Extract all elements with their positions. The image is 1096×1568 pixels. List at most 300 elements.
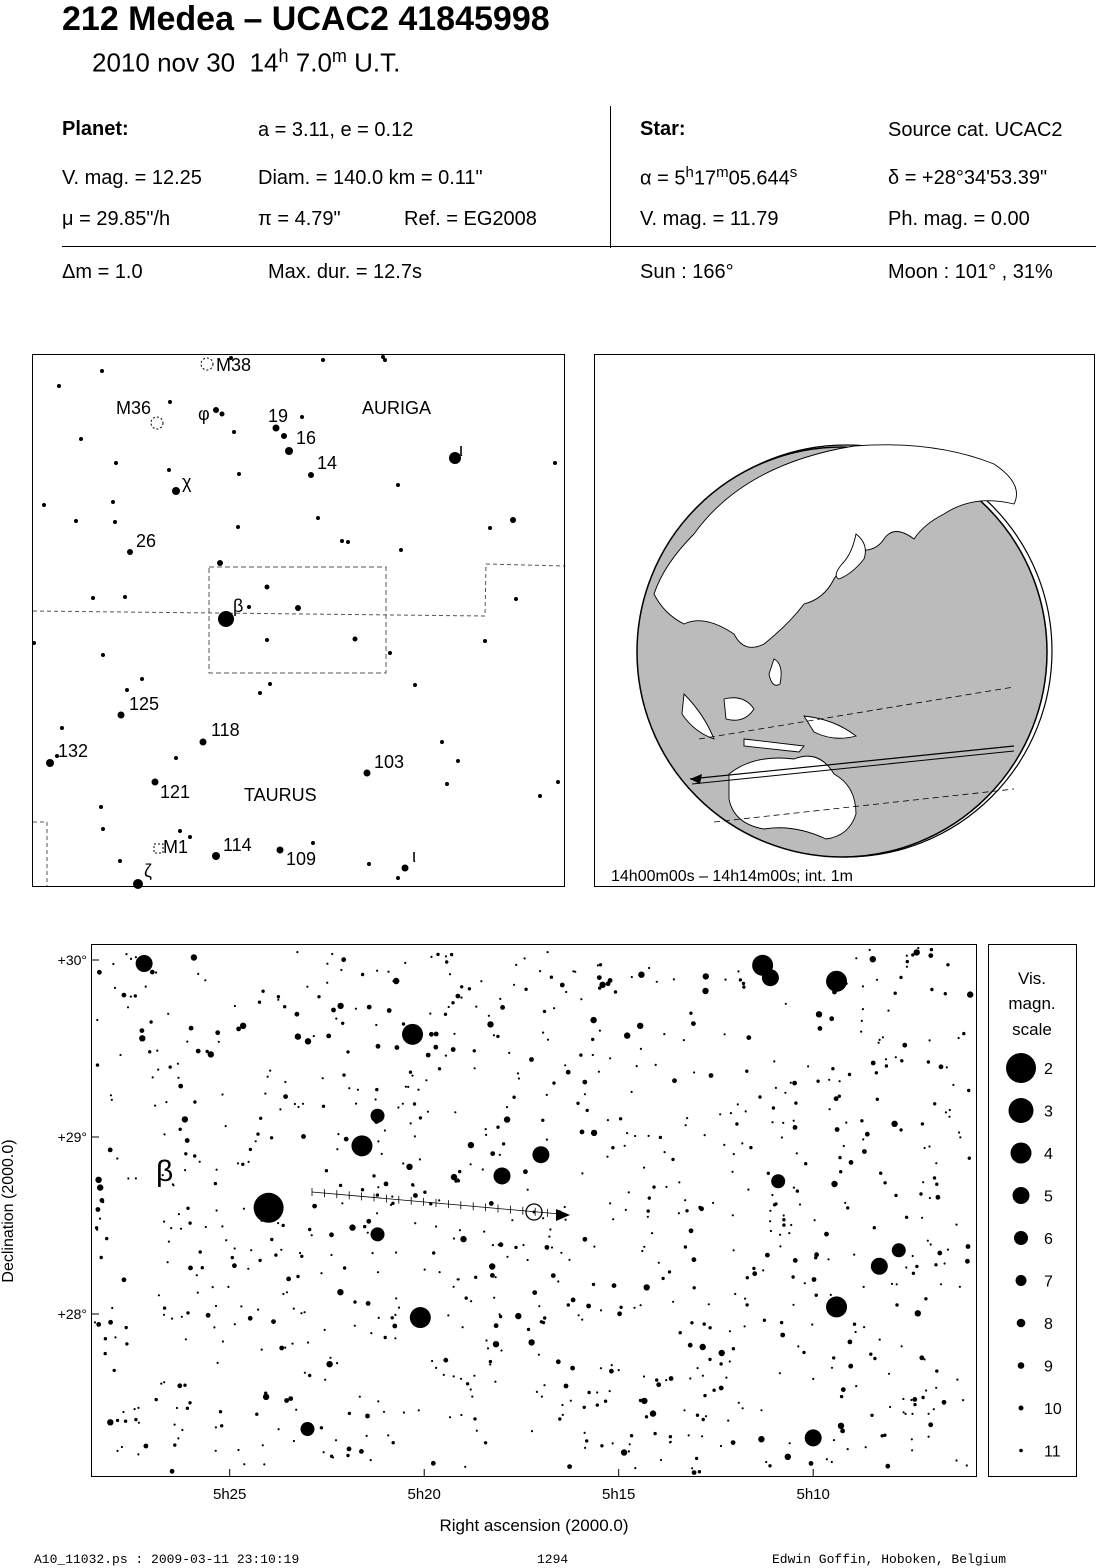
field-star	[381, 1153, 383, 1155]
field-star	[255, 1140, 257, 1142]
field-star	[370, 1459, 372, 1461]
label-chi: χ	[182, 472, 192, 492]
label-auriga: AURIGA	[362, 398, 432, 418]
field-star	[473, 1417, 476, 1420]
finder-star	[133, 879, 143, 889]
field-star	[367, 1232, 369, 1234]
ra-hours: α = 5	[640, 167, 686, 190]
field-star	[331, 1008, 336, 1013]
field-star	[782, 1122, 784, 1124]
field-star	[746, 1035, 751, 1040]
bright-star	[254, 1193, 284, 1223]
field-star	[782, 1223, 785, 1226]
field-star	[308, 1228, 311, 1231]
field-star	[579, 1053, 582, 1056]
field-star	[476, 1430, 478, 1432]
field-star	[847, 1448, 849, 1450]
field-star	[221, 1093, 223, 1095]
field-star	[586, 1304, 591, 1309]
field-star	[451, 1001, 454, 1004]
field-star	[538, 1305, 540, 1307]
field-star	[487, 1347, 489, 1349]
field-star	[181, 1429, 183, 1431]
star-source: Source cat. UCAC2	[888, 119, 1063, 141]
field-star	[435, 1225, 437, 1227]
label-beta: β	[233, 596, 244, 616]
field-star	[551, 1273, 556, 1278]
field-star	[617, 1311, 622, 1316]
field-star	[796, 1189, 799, 1192]
finder-star	[538, 794, 542, 798]
field-star	[277, 999, 279, 1001]
field-star	[163, 1133, 165, 1135]
field-star	[449, 1416, 451, 1418]
field-star	[249, 1148, 252, 1151]
field-star	[663, 1033, 665, 1035]
field-star	[409, 1071, 412, 1074]
globe-map	[594, 354, 1095, 887]
field-star	[647, 1209, 650, 1212]
field-star	[962, 1032, 965, 1035]
field-star	[286, 1291, 288, 1293]
field-star	[636, 1065, 638, 1067]
finder-star	[91, 596, 95, 600]
field-star	[833, 1439, 835, 1441]
finder-star	[74, 519, 78, 523]
field-star	[699, 1206, 704, 1211]
field-star	[921, 1122, 924, 1125]
field-star	[781, 1136, 783, 1138]
field-star	[692, 1257, 697, 1262]
field-star	[112, 963, 114, 965]
field-star	[853, 1254, 855, 1256]
finder-star	[514, 597, 518, 601]
finder-star	[200, 739, 207, 746]
field-star	[665, 1186, 667, 1188]
footer-author: Edwin Goffin, Hoboken, Belgium	[772, 1552, 1007, 1567]
field-star	[818, 1026, 823, 1031]
field-star	[532, 1290, 537, 1295]
field-star	[935, 1183, 938, 1186]
field-star	[375, 1088, 378, 1091]
field-star	[929, 1197, 931, 1199]
legend-dot	[1014, 1231, 1028, 1245]
field-star	[580, 1130, 585, 1135]
label-121: 121	[160, 782, 191, 802]
finder-star	[340, 539, 344, 543]
field-star	[545, 1245, 550, 1250]
field-star	[331, 953, 333, 955]
field-star	[457, 1178, 459, 1180]
field-star	[648, 1196, 651, 1199]
field-star	[745, 1110, 747, 1112]
field-star	[779, 1372, 781, 1374]
field-star	[735, 1122, 738, 1125]
field-star	[431, 1461, 436, 1466]
field-star	[930, 988, 933, 991]
footer-number: 1294	[537, 1552, 569, 1567]
finder-star	[218, 611, 234, 627]
finder-star	[346, 540, 350, 544]
field-star	[949, 1109, 951, 1111]
field-star	[411, 1075, 413, 1077]
finder-star	[140, 677, 144, 681]
finder-star	[402, 865, 409, 872]
field-star	[414, 1135, 416, 1137]
event-title: 212 Medea – UCAC2 41845998	[62, 0, 550, 38]
field-star	[108, 1148, 113, 1153]
field-star	[493, 1341, 499, 1347]
field-star	[193, 1100, 196, 1103]
bright-star	[410, 1307, 431, 1328]
field-star	[935, 1387, 937, 1389]
field-star	[641, 1250, 643, 1252]
field-star	[899, 1128, 902, 1131]
ra-seconds: 05.644	[728, 167, 790, 190]
finder-star	[57, 384, 61, 388]
field-star	[363, 1225, 366, 1228]
field-star	[702, 988, 708, 994]
finder-star	[553, 461, 557, 465]
field-star	[489, 1263, 495, 1269]
field-star	[928, 953, 933, 958]
field-star	[685, 1124, 687, 1126]
field-star	[443, 1358, 448, 1363]
field-star	[741, 1142, 743, 1144]
field-star	[125, 1326, 128, 1329]
field-star	[336, 1362, 338, 1364]
field-star	[547, 1039, 549, 1041]
field-star	[738, 1402, 740, 1404]
field-star	[527, 1189, 529, 1191]
field-star	[709, 1073, 714, 1078]
field-star	[865, 1446, 867, 1448]
field-star	[881, 1434, 884, 1437]
field-star	[337, 1289, 343, 1295]
field-star	[518, 1077, 520, 1079]
field-star	[936, 1195, 941, 1200]
field-star	[863, 1286, 865, 1288]
field-star	[913, 1403, 916, 1406]
field-star	[342, 1073, 345, 1076]
field-star	[197, 1292, 199, 1294]
delta-mag: Δm = 1.0	[62, 261, 143, 283]
field-star	[390, 1204, 392, 1206]
field-star	[361, 973, 364, 976]
field-star	[138, 1422, 140, 1424]
field-star	[387, 1434, 389, 1436]
legend-dot	[1011, 1143, 1032, 1164]
field-star	[186, 1407, 189, 1410]
field-star	[122, 1277, 127, 1282]
field-star	[170, 1227, 172, 1229]
field-star	[366, 1301, 371, 1306]
field-star	[199, 1161, 201, 1163]
field-star	[225, 1125, 227, 1127]
field-star	[496, 1035, 499, 1038]
field-star	[689, 1377, 691, 1379]
field-star	[775, 1087, 777, 1089]
field-star	[730, 1112, 732, 1114]
field-star	[719, 1113, 721, 1115]
label-114: 114	[223, 835, 252, 855]
field-star	[683, 1409, 685, 1411]
track-arrow	[556, 1209, 570, 1221]
constellation-boundary	[33, 822, 47, 886]
field-star	[894, 992, 897, 995]
field-star	[204, 979, 206, 981]
field-star	[485, 1128, 487, 1130]
field-star	[490, 1273, 495, 1278]
label-125: 125	[129, 694, 160, 714]
field-star	[231, 1256, 234, 1259]
field-star	[841, 1387, 846, 1392]
field-star	[591, 1038, 594, 1041]
field-star	[628, 1191, 630, 1193]
field-star	[862, 985, 864, 987]
finder-star	[413, 683, 417, 687]
field-star	[560, 1252, 562, 1254]
field-star	[261, 1349, 263, 1351]
magnitude-legend	[988, 944, 1077, 1477]
field-star	[830, 1294, 832, 1296]
field-star	[860, 1119, 863, 1122]
field-star	[691, 1021, 696, 1026]
field-star	[377, 1186, 379, 1188]
field-star	[391, 1316, 394, 1319]
legend-mag-label: 5	[1044, 1188, 1053, 1206]
field-star	[539, 970, 541, 972]
bright-star	[805, 1429, 822, 1446]
legend-dot	[1013, 1187, 1030, 1204]
field-star	[456, 994, 461, 999]
field-star	[966, 1244, 971, 1249]
ut-label: U.T.	[354, 47, 401, 78]
field-star	[366, 1435, 368, 1437]
field-star	[419, 1116, 422, 1119]
field-star	[349, 1224, 355, 1230]
field-star	[855, 1331, 857, 1333]
field-star	[548, 1236, 550, 1238]
field-star	[658, 1262, 660, 1264]
field-star	[395, 1045, 400, 1050]
field-star	[189, 1026, 194, 1031]
field-star	[792, 1304, 794, 1306]
finder-star	[113, 520, 117, 524]
field-star	[619, 1306, 622, 1309]
field-star	[889, 1406, 891, 1408]
bright-star	[532, 1146, 549, 1163]
field-star	[150, 970, 155, 975]
field-star	[609, 1202, 611, 1204]
field-star	[831, 1461, 833, 1463]
field-star	[217, 1362, 219, 1364]
field-star	[484, 1441, 487, 1444]
field-star	[282, 1293, 284, 1295]
field-star	[438, 1067, 441, 1070]
beta-tau-label: β	[156, 1155, 174, 1188]
field-star	[435, 1367, 437, 1369]
field-star	[702, 1418, 705, 1421]
finder-star	[101, 827, 105, 831]
field-star	[911, 1449, 913, 1451]
field-star	[506, 1256, 508, 1258]
field-star	[108, 1320, 113, 1325]
field-star	[474, 1276, 477, 1279]
field-star	[948, 1116, 950, 1118]
field-star	[110, 1094, 112, 1096]
field-star	[834, 1096, 839, 1101]
field-star	[279, 1346, 284, 1351]
field-star	[137, 1453, 139, 1455]
label-14: 14	[317, 453, 338, 473]
field-star	[693, 1071, 695, 1073]
field-star	[924, 1297, 927, 1300]
field-star	[848, 1340, 853, 1345]
field-star	[387, 971, 389, 973]
field-star	[693, 1286, 696, 1289]
star-phmag: Ph. mag. = 0.00	[888, 208, 1030, 230]
field-star	[928, 1436, 930, 1438]
bright-star	[301, 1422, 315, 1436]
finder-star	[277, 847, 284, 854]
field-star	[814, 1256, 817, 1259]
field-star	[261, 990, 264, 993]
label-16: 16	[296, 428, 317, 448]
field-star	[723, 1144, 725, 1146]
field-star	[494, 1381, 496, 1383]
field-star	[295, 1409, 297, 1411]
field-star	[457, 1278, 459, 1280]
field-star	[619, 1117, 622, 1120]
field-star	[473, 1049, 476, 1052]
planet-reference: Ref. = EG2008	[404, 208, 537, 230]
finder-star	[188, 835, 192, 839]
field-star	[488, 1015, 490, 1017]
field-star	[598, 1071, 600, 1073]
field-star	[353, 1300, 356, 1303]
bright-star	[371, 1227, 385, 1241]
field-star	[630, 1434, 633, 1437]
field-star	[629, 1443, 631, 1445]
field-star	[375, 1098, 377, 1100]
field-star	[684, 1199, 686, 1201]
field-star	[538, 1354, 540, 1356]
field-star	[186, 1207, 189, 1210]
field-star	[746, 1276, 749, 1279]
field-star	[269, 1070, 271, 1072]
label-iota-aur: ι	[459, 440, 463, 460]
field-star	[558, 1417, 561, 1420]
field-star	[547, 951, 549, 953]
field-star	[502, 1142, 505, 1145]
field-star	[732, 1347, 735, 1350]
field-star	[460, 1414, 462, 1416]
field-star	[165, 1101, 167, 1103]
finder-star	[118, 712, 125, 719]
label-26: 26	[136, 531, 157, 551]
field-star	[952, 1084, 954, 1086]
field-star	[940, 1283, 942, 1285]
field-star	[357, 1089, 359, 1091]
field-star	[785, 1454, 791, 1460]
field-star	[873, 1357, 876, 1360]
field-star	[799, 1203, 801, 1205]
field-star	[330, 1254, 332, 1256]
x-tick-label: 5h25	[213, 1486, 247, 1503]
finder-star	[483, 639, 487, 643]
field-star	[924, 1147, 926, 1149]
legend-mag-label: 9	[1044, 1358, 1053, 1376]
bright-star	[351, 1135, 372, 1156]
field-star	[591, 1130, 597, 1136]
field-star	[651, 1232, 653, 1234]
field-star	[742, 1407, 744, 1409]
field-star	[752, 1267, 755, 1270]
field-star	[405, 1086, 407, 1088]
planet-parallax: π = 4.79"	[258, 208, 341, 230]
field-star	[793, 1120, 795, 1122]
field-star	[493, 1034, 495, 1036]
field-star	[565, 1219, 567, 1221]
field-star	[882, 1036, 884, 1038]
field-star	[348, 1412, 351, 1415]
field-star	[634, 1467, 636, 1469]
field-star	[216, 1209, 218, 1211]
field-star	[247, 1268, 249, 1270]
field-star	[737, 1103, 739, 1105]
field-star	[180, 1228, 182, 1230]
field-star	[935, 1162, 937, 1164]
legend-title-2: magn.	[1008, 994, 1056, 1013]
field-star	[394, 1337, 396, 1339]
field-star	[335, 1439, 337, 1441]
field-star	[258, 1259, 261, 1262]
ra-m-unit: m	[716, 164, 729, 181]
field-star	[939, 1064, 944, 1069]
field-star	[105, 1237, 108, 1240]
field-star	[900, 1059, 903, 1062]
field-star	[862, 1008, 864, 1010]
finder-star	[152, 779, 159, 786]
field-star	[413, 1193, 418, 1198]
field-star	[704, 1134, 706, 1136]
field-star	[300, 1255, 303, 1258]
field-star	[402, 1162, 404, 1164]
field-star	[862, 1149, 867, 1154]
field-star	[383, 1411, 385, 1413]
field-star	[906, 960, 909, 963]
finder-star	[367, 862, 371, 866]
field-star	[470, 1300, 472, 1302]
bright-star	[826, 1296, 847, 1317]
field-star	[862, 1138, 864, 1140]
field-star	[705, 1415, 707, 1417]
field-star	[879, 1172, 882, 1175]
label-m1: M1	[163, 837, 189, 857]
field-star	[708, 1303, 710, 1305]
field-star	[119, 1054, 121, 1056]
finder-star	[212, 852, 220, 860]
field-star	[945, 1111, 947, 1113]
field-star	[160, 1383, 162, 1385]
field-star	[116, 1157, 118, 1159]
finder-star	[295, 605, 301, 611]
field-star	[114, 987, 116, 989]
finder-star	[118, 859, 122, 863]
field-star	[430, 956, 432, 958]
field-star	[297, 1106, 299, 1108]
